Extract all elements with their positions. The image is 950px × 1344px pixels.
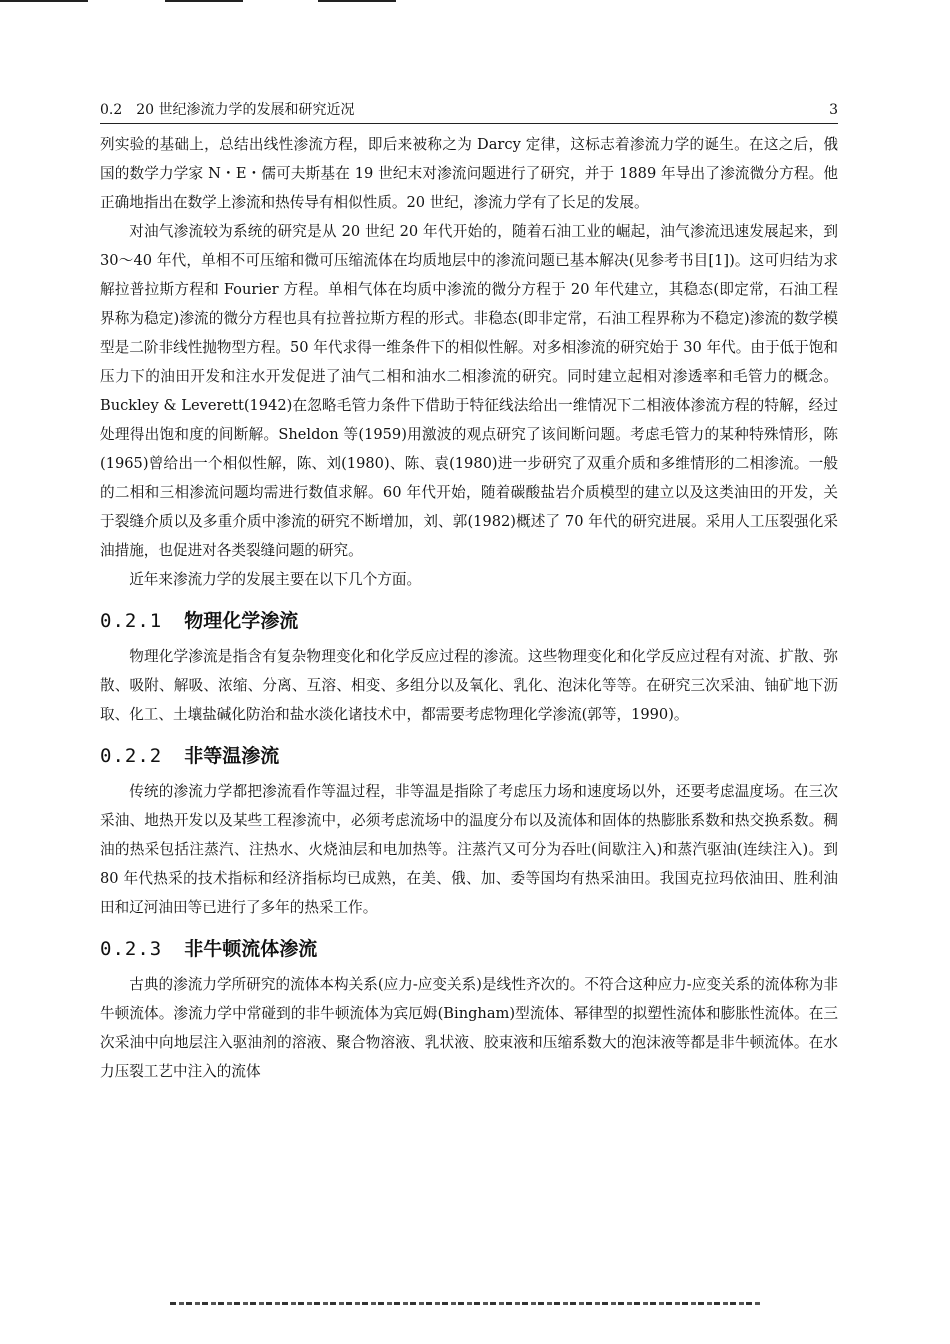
section-heading-0-2-3 [100,934,838,964]
section-heading-0-2-2 [100,741,838,771]
running-title: 0.2 20 世纪渗流力学的发展和研究近况 [100,102,355,118]
running-header [100,100,838,120]
scan-mark-3 [318,0,396,2]
page-number: 3 [829,102,838,118]
section-number: 0.2.1 [100,610,163,632]
scan-mark-2 [165,0,243,2]
section-number: 0.2.3 [100,938,163,960]
section-body-0-2-1: 物理化学渗流是指含有复杂物理变化和化学反应过程的渗流。这些物理变化和化学反应过程有对流、扩散、弥散、吸附、解吸、浓缩、分离、互溶、相变、多组分以及氧化、乳化、泡沫化等等。在研究三次采油、铀矿地下沥取、化工、土壤盐碱化防治和盐水淡化诸技术中，都需要考虑物理化学渗流(郭等，1990)。 [100,648,838,723]
section-number: 0.2.2 [100,745,163,767]
section-title: 非牛顿流体渗流 [184,938,318,960]
section-title: 非等温渗流 [184,745,280,767]
scan-bottom-noise [170,1302,760,1305]
section-title: 物理化学渗流 [184,610,299,632]
page-body [100,130,838,1086]
section-body-0-2-3: 古典的渗流力学所研究的流体本构关系(应力-应变关系)是线性齐次的。不符合这种应力-应变关系的流体称为非牛顿流体。渗流力学中常碰到的非牛顿流体为宾厄姆(Bingham)型流体、幂律型的拟塑性流体和膨胀性流体。在三次采油中向地层注入驱油剂的溶液、聚合物溶液、乳状液、胶束液和压缩系数大的泡沫液等都是非牛顿流体。在水力压裂工艺中注入的流体 [100,976,838,1080]
scan-mark-1 [0,0,88,2]
paragraph-recent: 近年来渗流力学的发展主要在以下几个方面。 [129,571,422,588]
paragraph-history: 对油气渗流较为系统的研究是从 20 世纪 20 年代开始的，随着石油工业的崛起，油气渗流迅速发展起来，到 30～40 年代，单相不可压缩和微可压缩流体在均质地层中的渗流问题已基本解决(见参考书目[1])。这可归结为求解拉普拉斯方程和 Fourier 方程。单相气体在均质中渗流的微分方程于 20 年代建立，其稳态(即定常，石油工程界称为稳定)渗流的微分方程也具有拉普拉斯方程的形式。非稳态(即非定常，石油工程界称为不稳定)渗流的数学模型是二阶非线性抛物型方程。50 年代求得一维条件下的相似性解。对多相渗流的研究始于 30 年代。由于低于饱和压力下的油田开发和注水开发促进了油气二相和油水二相渗流的研究。同时建立起相对渗透率和毛管力的概念。Buckley & Leverett(1942)在忽略毛管力条件下借助于特征线法给出一维情况下二相液体渗流方程的特解，经过处理得出饱和度的间断解。Sheldon 等(1959)用激波的观点研究了该间断问题。考虑毛管力的某种特殊情形，陈(1965)曾给出一个相似性解，陈、刘(1980)、陈、袁(1980)进一步研究了双重介质和多维情形的二相渗流。一般的二相和三相渗流问题均需进行数值求解。60 年代开始，随着碳酸盐岩介质模型的建立以及这类油田的开发，关于裂缝介质以及多重介质中渗流的研究不断增加，刘、郭(1982)概述了 70 年代的研究进展。采用人工压裂强化采油措施，也促进对各类裂缝问题的研究。 [100,223,838,559]
header-rule [100,123,838,124]
paragraph-continued: 列实验的基础上，总结出线性渗流方程，即后来被称之为 Darcy 定律，这标志着渗流力学的诞生。在这之后，俄国的数学力学家 N・E・儒可夫斯基在 19 世纪末对渗流问题进行了研究，并于 1889 年导出了渗流微分方程。他正确地指出在数学上渗流和热传导有相似性质。20 世纪，渗流力学有了长足的发展。 [100,136,838,211]
section-body-0-2-2: 传统的渗流力学都把渗流看作等温过程，非等温是指除了考虑压力场和速度场以外，还要考虑温度场。在三次采油、地热开发以及某些工程渗流中，必须考虑流场中的温度分布以及流体和固体的热膨胀系数和热交换系数。稠油的热采包括注蒸汽、注热水、火烧油层和电加热等。注蒸汽又可分为吞吐(间歇注入)和蒸汽驱油(连续注入)。到 80 年代热采的技术指标和经济指标均已成熟，在美、俄、加、委等国均有热采油田。我国克拉玛依油田、胜利油田和辽河油田等已进行了多年的热采工作。 [100,783,838,916]
section-heading-0-2-1 [100,606,838,636]
